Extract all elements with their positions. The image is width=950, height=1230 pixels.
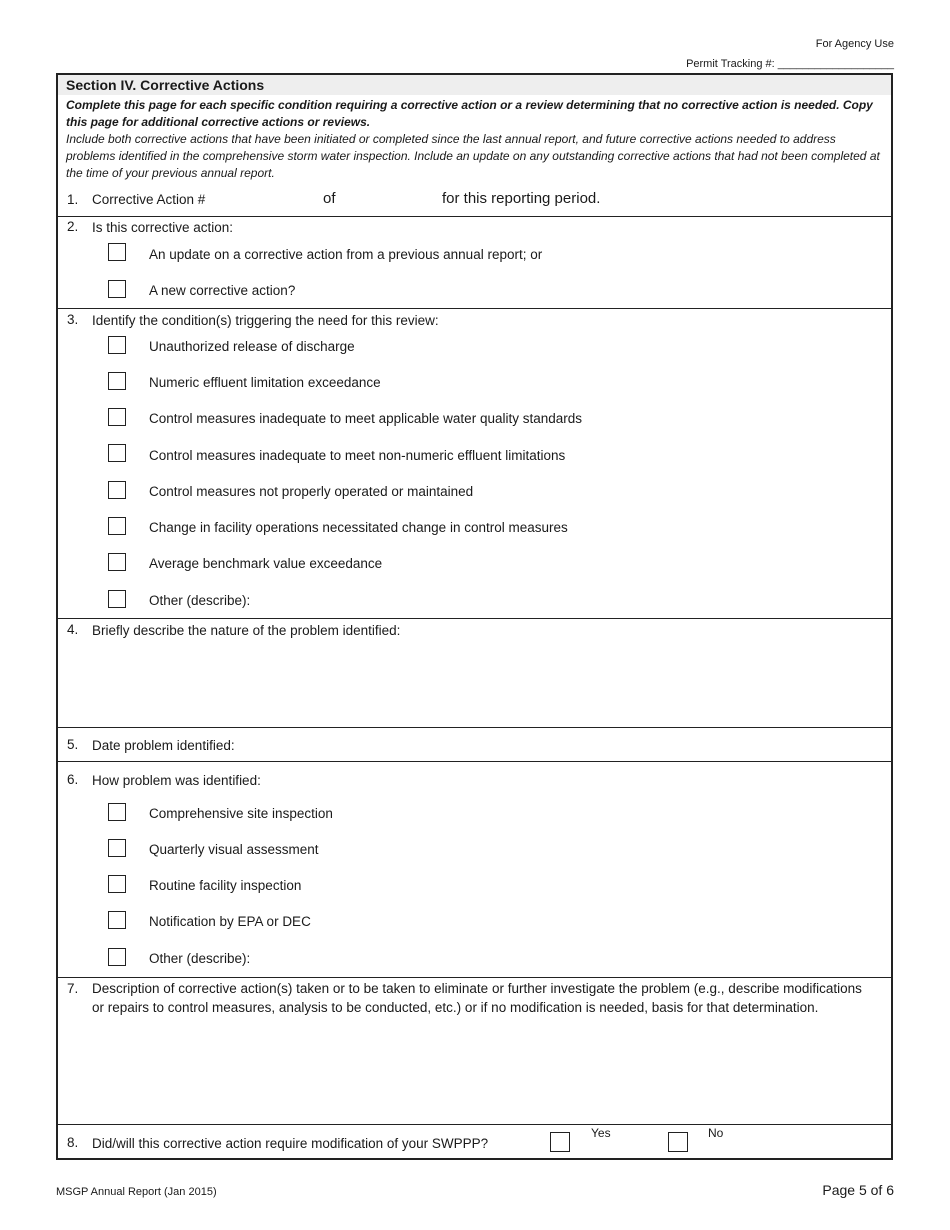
corrective-actions-form [56,73,893,1160]
q3-option-label: Change in facility operations necessitated change in control measures [149,520,568,535]
q3-option-not-maintained-checkbox[interactable] [108,481,126,499]
footer-report-name: MSGP Annual Report (Jan 2015) [56,1186,217,1198]
q5-number: 5. [67,737,79,752]
q3-option-label: Control measures not properly operated or maintained [149,484,474,499]
q4-number: 4. [67,622,79,637]
q3-section [58,309,891,619]
q6-option-notification-checkbox[interactable] [108,911,126,929]
q6-option-label: Quarterly visual assessment [149,842,319,857]
q6-option-label: Other (describe): [149,951,251,966]
q6-option-label: Comprehensive site inspection [149,806,333,821]
q1-number: 1. [67,192,79,207]
q3-option-water-quality-checkbox[interactable] [108,408,126,426]
q3-option-other-checkbox[interactable] [108,590,126,608]
q6-label: How problem was identified: [92,773,261,788]
q6-number: 6. [67,772,79,787]
q7-number: 7. [67,981,79,996]
q6-option-label: Notification by EPA or DEC [149,914,311,929]
section-instructions: Include both corrective actions that have been initiated or completed since the last annual report, and future corrective actions needed to address problems identified in the comprehensive storm water inspection. Include an update on any outstanding corrective actions that had not been completed at the time of your previous annual report. [66,132,880,180]
q1-suffix: for this reporting period. [442,190,601,207]
q3-option-numeric-limit-checkbox[interactable] [108,372,126,390]
q3-option-facility-change-checkbox[interactable] [108,517,126,535]
q8-yes-label: Yes [591,1126,611,1140]
q3-option-unauthorized-release-checkbox[interactable] [108,336,126,354]
q6-option-routine-checkbox[interactable] [108,875,126,893]
q3-option-label: Unauthorized release of discharge [149,339,355,354]
q5-label: Date problem identified: [92,738,235,753]
q3-option-label: Other (describe): [149,593,251,608]
q3-option-benchmark-checkbox[interactable] [108,553,126,571]
q6-option-comprehensive-checkbox[interactable] [108,803,126,821]
q2-option-update-checkbox[interactable] [108,243,126,261]
q3-option-label: Control measures inadequate to meet applicable water quality standards [149,411,583,426]
q8-number: 8. [67,1135,79,1150]
q6-option-label: Routine facility inspection [149,878,302,893]
q3-label: Identify the condition(s) triggering the need for this review: [92,313,439,328]
q7-label: Description of corrective action(s) taken or to be taken to eliminate or further investigate the problem (e.g., describe modifications or repairs to control measures, analysis to be conducted, etc.) or if no modification is needed, basis for that determination. [92,981,862,1015]
section-header [58,75,891,217]
q3-option-non-numeric-checkbox[interactable] [108,444,126,462]
agency-use-label: For Agency Use [815,38,894,50]
q5-section[interactable] [58,728,891,762]
q3-option-label: Numeric effluent limitation exceedance [149,375,381,390]
q8-no-checkbox[interactable] [668,1132,688,1152]
permit-tracking-field[interactable]: Permit Tracking #: ___________________ [686,58,894,70]
q2-option-new-checkbox[interactable] [108,280,126,298]
q2-section [58,217,891,309]
q4-section[interactable] [58,619,891,728]
q4-label: Briefly describe the nature of the problem identified: [92,623,401,638]
q3-option-label: Average benchmark value exceedance [149,556,383,571]
q8-yes-checkbox[interactable] [550,1132,570,1152]
q6-option-other-checkbox[interactable] [108,948,126,966]
q3-option-label: Control measures inadequate to meet non-numeric effluent limitations [149,448,566,463]
q7-section[interactable] [58,978,891,1125]
q2-option-new-label: A new corrective action? [149,283,296,298]
q8-section [58,1125,891,1160]
q6-option-quarterly-checkbox[interactable] [108,839,126,857]
section-title: Section IV. Corrective Actions [58,75,891,95]
q1-of: of [323,190,336,207]
q8-no-label: No [708,1126,724,1140]
q8-label: Did/will this corrective action require modification of your SWPPP? [92,1136,489,1151]
q2-number: 2. [67,219,79,234]
q3-number: 3. [67,312,79,327]
q2-option-update-label: An update on a corrective action from a previous annual report; or [149,247,543,262]
footer-page-number: Page 5 of 6 [822,1182,894,1198]
q1-label: Corrective Action # [92,192,206,207]
agency-use-block [686,34,894,74]
section-instructions-bold: Complete this page for each specific condition requiring a corrective action or a review determining that no corrective action is needed. Copy this page for additional corrective actions or reviews. [66,98,873,129]
q2-label: Is this corrective action: [92,220,234,235]
q6-section [58,762,891,978]
